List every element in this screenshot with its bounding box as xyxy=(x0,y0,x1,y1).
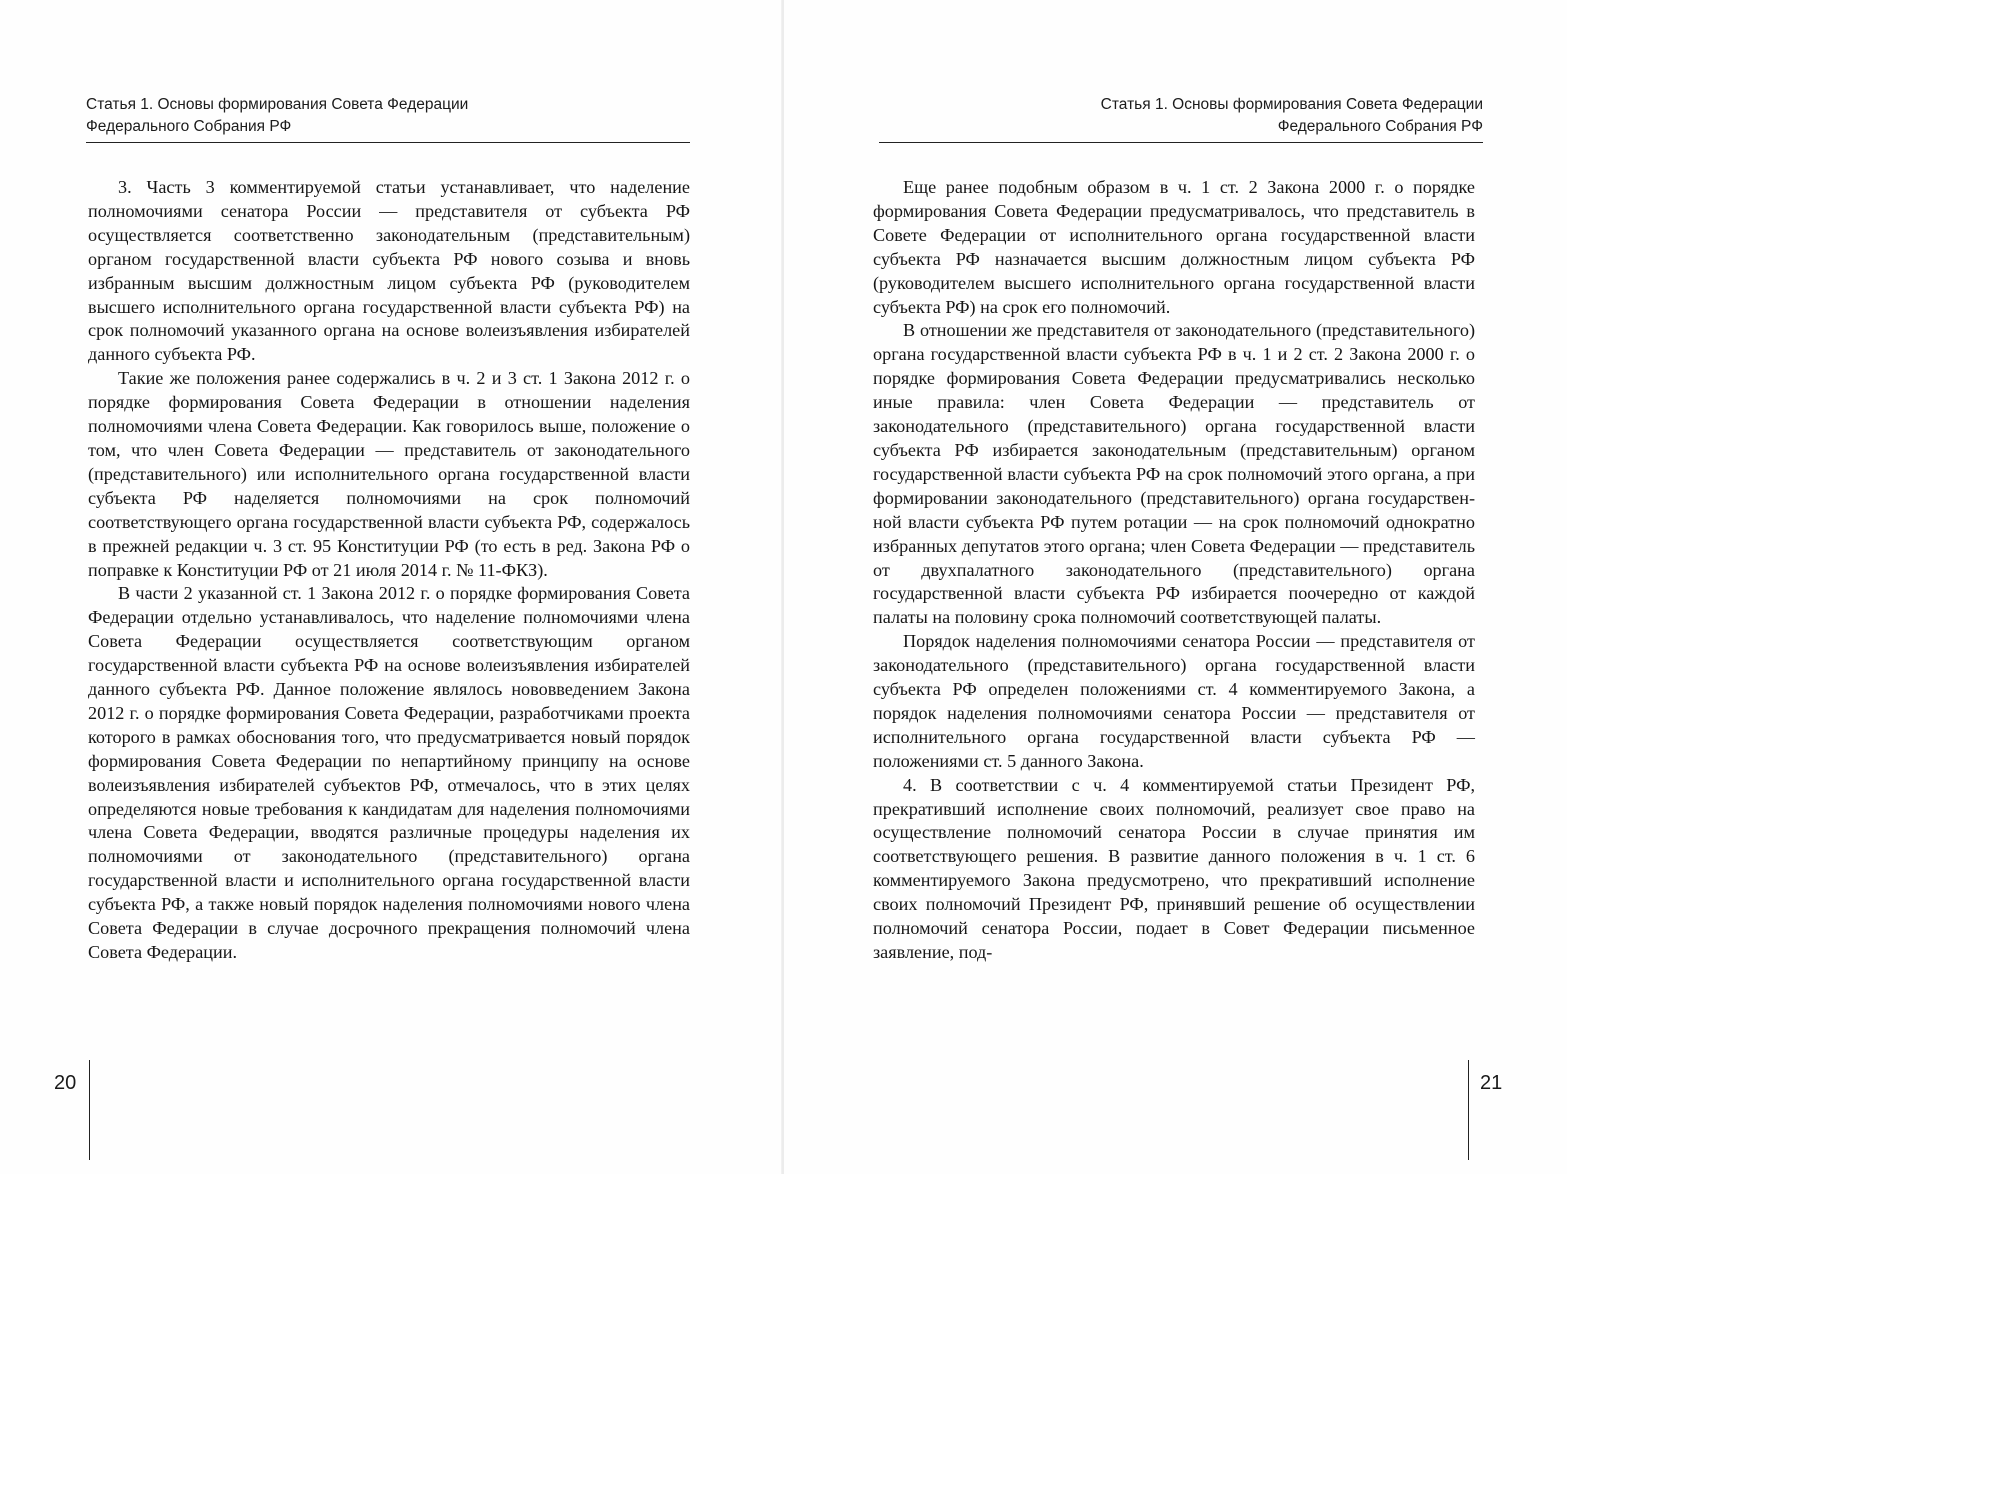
paragraph: В части 2 указанной ст. 1 Закона 2012 г. о порядке формирования Совета Федерации отдельно устанавливалось, что наделение полномочиями члена Совета Федерации осуществляется соответствующим органом государственной власти субъекта РФ на основе волеизъявления избирателей данного субъекта РФ. Данное положение являлось нововведением Закона 2012 г. о порядке формирования Совета Федерации, разработчиками проекта которого в рамках обоснования того, что предусматривается новый порядок формирования Совета Федерации по непартийному принципу на основе волеизъявления избирателей субъектов РФ, отмечалось, что в этих целях определяются новые требования к кандидатам для наделения полномочиями члена Совета Федерации, вводятся различные процедуры наделения их полномочиями от законодательного (представительного) органа государственной власти и исполнительного органа государственной власти субъекта РФ, а также новый порядок наделения полномочиями нового члена Совета Федерации в случае досрочного прекращения полномочий члена Совета Федерации. xyxy=(88,583,690,962)
folio-divider-right xyxy=(1468,1060,1469,1160)
right-page xyxy=(784,0,1567,1174)
page-number-right: 21 xyxy=(1480,1072,1503,1094)
running-header-right xyxy=(879,94,1483,143)
paragraph: Еще ранее подобным образом в ч. 1 ст. 2 Закона 2000 г. о порядке формирования Совета Федерации предусматривалось, что представитель в Совете Федерации от исполнительного органа государственной власти субъекта РФ назначается высшим должностным лицом субъекта РФ (руководителем высшего исполнительного органа государственной власти субъекта РФ) на срок его полномочий. xyxy=(873,177,1475,317)
running-header-line-2: Федерального Собрания РФ xyxy=(86,118,292,135)
running-header-line-1: Статья 1. Основы формирования Совета Федерации xyxy=(1100,96,1483,113)
paragraph: В отношении же представителя от законодательного (представительного) органа государственной власти субъекта РФ в ч. 1 и 2 ст. 2 Закона 2000 г. о порядке формирования Совета Федерации предусматривались несколько иные правила: член Совета Федерации — представитель от законодательного (представительного) органа государственной власти субъекта РФ избирается законодательным (представительным) органом государственной власти субъекта РФ на срок полномочий этого органа, а при формировании законодательного (представительного) органа государственной власти субъекта РФ путем ротации — на срок полномочий однократно избранных депутатов этого органа; член Совета Федерации — представитель от двухпалатного законодательного (представительного) органа государственной власти субъекта РФ избирается поочередно от каждой палаты на половину срока полномочий соответствующей палаты. xyxy=(873,320,1475,628)
right-page-body xyxy=(873,176,1475,965)
paragraph: 4. В соответствии с ч. 4 комментируемой статьи Президент РФ, прекративший исполнение своих полномочий, реализует свое право на осуществление полномочий сенатора России в случае принятия им соответствующего решения. В развитие данного положения в ч. 1 ст. 6 комментируемого Закона предусмотрено, что прекративший исполнение своих полномочий Президент РФ, принявший решение об осуществлении полномочий сенатора России, подает в Совет Федерации письменное заявление, под- xyxy=(873,774,1475,962)
paragraph: 3. Часть 3 комментируемой статьи устанавливает, что наделение полномочиями сенатора России — представителя от субъекта РФ осуществляется соответственно законодательным (представительным) органом государственной власти субъекта РФ нового созыва и вновь избранным высшим должностным лицом субъекта РФ (руководителем высшего исполнительного органа государственной власти субъекта РФ) на срок полномочий указанного органа на основе волеизъявления избирателей данного субъекта РФ. xyxy=(88,177,690,365)
running-header-line-2: Федерального Собрания РФ xyxy=(1277,118,1483,135)
paragraph: Порядок наделения полномочиями сенатора России — представителя от законодательного (представительного) органа государственной власти субъекта РФ определен положениями ст. 4 комментируемого Закона, а порядок наделения полномочиями сенатора России — представителя от исполнительного органа государственной власти субъекта РФ — положениями ст. 5 данного Закона. xyxy=(873,631,1475,771)
running-header-line-1: Статья 1. Основы формирования Совета Федерации xyxy=(86,96,469,113)
left-page-body xyxy=(88,176,690,965)
page-number-left: 20 xyxy=(54,1072,77,1094)
left-page xyxy=(0,0,783,1174)
folio-divider-left xyxy=(89,1060,90,1160)
paragraph: Такие же положения ранее содержались в ч. 2 и 3 ст. 1 Закона 2012 г. о порядке формирования Совета Федерации в отношении наделения полномочиями члена Совета Федерации. Как говорилось выше, положение о том, что член Совета Федерации — представитель от законодательного (представительного) или исполнительного органа государственной власти субъекта РФ наделяется полномочиями на срок полномочий соответствующего органа государственной власти субъекта РФ, содержалось в прежней редакции ч. 3 ст. 95 Конституции РФ (то есть в ред. Закона РФ о поправке к Конституции РФ от 21 июля 2014 г. № 11-ФКЗ). xyxy=(88,368,690,580)
running-header-left xyxy=(86,94,690,143)
